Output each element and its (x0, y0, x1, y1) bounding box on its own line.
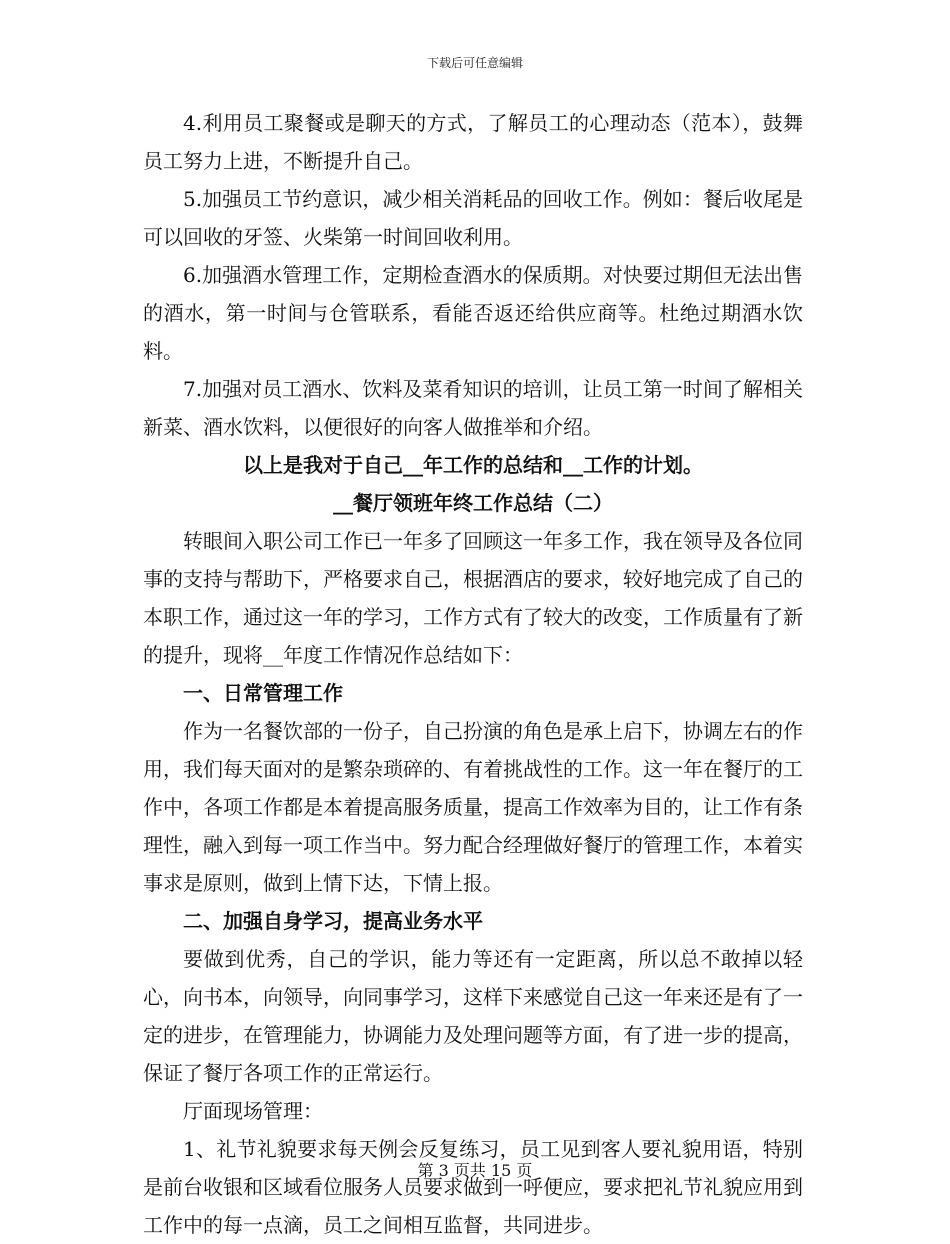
paragraph-item-6: 6.加强酒水管理工作，定期检查酒水的保质期。对快要过期但无法出售的酒水，第一时间与仓管联系，看能否返还给供应商等。杜绝过期酒水饮料。 (143, 263, 803, 363)
heading-self-study: 二、加强自身学习，提高业务水平 (183, 909, 483, 933)
daily-management-paragraph: 作为一名餐饮部的一份子，自己扮演的角色是承上启下，协调左右的作用，我们每天面对的是繁杂琐碎的、有着挑战性的工作。这一年在餐厅的工作中，各项工作都是本着提高服务质量，提高工作效率为目的，让工作有条理性，融入到每一项工作当中。努力配合经理做好餐厅的管理工作，本着实事求是原则，做到上情下达，下情上报。 (143, 719, 803, 895)
closing-line: 以上是我对于自己__年工作的总结和__工作的计划。 (243, 453, 703, 477)
self-study-paragraph: 要做到优秀，自己的学识，能力等还有一定距离，所以总不敢掉以轻心，向书本，向领导，向同事学习，这样下来感觉自己这一年来还是有了一定的进步，在管理能力，协调能力及处理问题等方面，有了进一步的提高，保证了餐厅各项工作的正常运行。 (143, 947, 803, 1085)
paragraph-item-4: 4.利用员工聚餐或是聊天的方式，了解员工的心理动态（范本），鼓舞员工努力上进，不断提升自己。 (143, 111, 803, 173)
floor-management-subheading: 厅面现场管理： (183, 1099, 323, 1123)
paragraph-item-7: 7.加强对员工酒水、饮料及菜肴知识的培训，让员工第一时间了解相关新菜、酒水饮料，以便很好的向客人做推举和介绍。 (143, 377, 803, 439)
document-body (143, 104, 803, 1244)
intro-paragraph: 转眼间入职公司工作已一年多了回顾这一年多工作，我在领导及各位同事的支持与帮助下，严格要求自己，根据酒店的要求，较好地完成了自己的本职工作，通过这一年的学习，工作方式有了较大的改变，工作质量有了新的提升，现将__年度工作情况作总结如下： (143, 529, 803, 667)
section-title: __餐厅领班年终工作总结（二） (333, 491, 613, 515)
page-header: 下载后可任意编辑 (426, 56, 523, 70)
heading-daily-management: 一、日常管理工作 (183, 681, 343, 705)
page-footer: 第 3 页共 15 页 (417, 1161, 533, 1180)
paragraph-item-5: 5.加强员工节约意识，减少相关消耗品的回收工作。例如：餐后收尾是可以回收的牙签、火柴第一时间回收利用。 (143, 187, 803, 249)
etiquette-paragraph: 1、礼节礼貌要求每天例会反复练习，员工见到客人要礼貌用语，特别是前台收银和区域看位服务人员要求做到一呼便应，要求把礼节礼貌应用到工作中的每一点滴，员工之间相互监督，共同进步。 (143, 1137, 803, 1237)
